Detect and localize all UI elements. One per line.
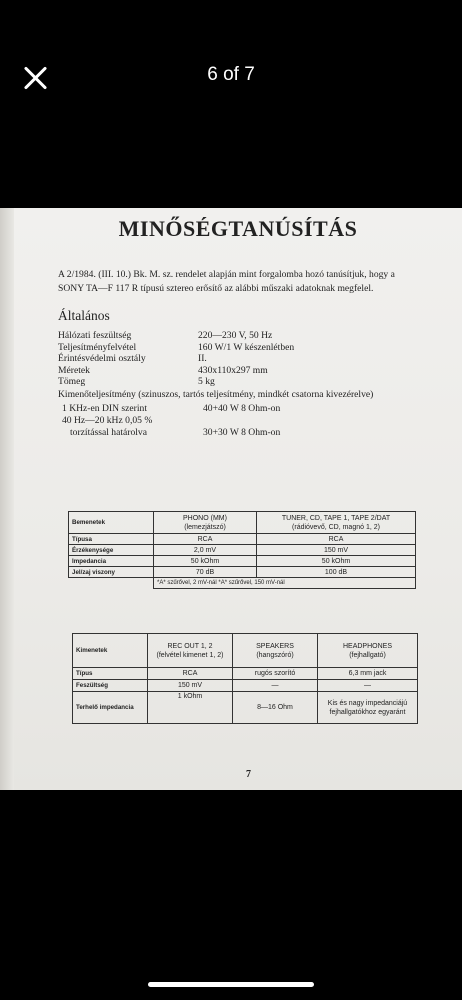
intro-paragraph: A 2/1984. (III. 10.) Bk. M. sz. rendelet alapján mint forgalomba hozó tanúsítjuk, hogy a SONY TA—F 117 R típusú sztereo erősítő az alábbi műszaki adatoknak megfelel. [58,269,395,294]
row-label: Feszültség [73,680,148,692]
spec-row [58,330,418,342]
header-main: PHONO (MM) [183,514,227,522]
table-row [73,668,418,680]
row-label: Impedancia [69,556,154,567]
table-row [73,692,418,724]
spec-label: Méretek [58,364,90,376]
header-sub: (felvétel kimenet 1, 2) [156,651,224,659]
inputs-table [68,511,416,589]
header-sub: (fejhallgató) [349,651,386,659]
table-cell: 150 mV [257,545,416,556]
spec-row [58,376,418,388]
outputs-table [72,633,418,724]
empty-cell [69,578,154,589]
spec-label: Hálózati feszültség [58,330,132,341]
spec-row [58,353,418,365]
table-cell: 50 kOhm [154,556,257,567]
table-cell: 2,0 mV [154,545,257,556]
table-cell: rugós szorító [233,668,318,680]
power-row [58,427,418,439]
power-label: 40 Hz—20 kHz 0,05 % [62,414,153,426]
table-cell: — [318,680,418,692]
table-cell: RCA [154,534,257,545]
table-header-cell [257,512,416,534]
power-label: torzítással határolva [70,426,147,438]
table-cell: 6,3 mm jack [318,668,418,680]
spec-row [58,342,418,354]
power-label: 1 KHz-en DIN szerint [62,402,147,414]
row-label: Típusa [69,534,154,545]
document-title: MINŐSÉGTANÚSÍTÁS [118,216,358,241]
table-cell: 50 kOhm [257,556,416,567]
header-sub: (rádióvevő, CD, magnó 1, 2) [292,523,380,531]
spec-value: 5 kg [198,376,215,387]
header-main: SPEAKERS [256,642,294,650]
row-label: Jel/zaj viszony [69,567,154,578]
output-power-heading: Kimenőteljesítmény (szinuszos, tartós teljesítmény, mindkét csatorna kivezérelve) [58,388,374,400]
row-label: Terhelő impedancia [73,692,148,724]
viewer-header [0,0,462,200]
table-cell: RCA [257,534,416,545]
spec-value: 160 W/1 W készenlétben [198,341,295,353]
table-row [69,567,416,578]
spec-value: 220—230 V, 50 Hz [198,330,273,341]
table-header-row [73,634,418,668]
page-number: 7 [246,769,251,780]
image-counter: 6 of 7 [207,64,255,85]
table-row [69,534,416,545]
page-edge [0,208,14,790]
table-cell: 8—16 Ohm [233,692,318,724]
power-row [58,403,418,415]
table-header-cell [318,634,418,668]
table-header-cell [148,634,233,668]
table-cell: 1 kOhm [148,692,233,724]
table-note: *A* szűrővel, 2 mV-nál *A* szűrővel, 150 mV-nál [154,578,416,589]
table-cell: 70 dB [154,567,257,578]
table-header-cell: Kimenetek [73,634,148,668]
header-main: REC OUT 1, 2 [167,642,213,650]
table-header-cell [233,634,318,668]
spec-value: 430x110x297 mm [198,364,268,376]
header-sub: (hangszóró) [256,651,294,659]
spec-label: Érintésvédelmi osztály [58,353,146,364]
section-heading: Általános [58,308,110,323]
document-page [58,216,418,439]
table-header-cell [154,512,257,534]
table-cell: RCA [148,668,233,680]
spec-value: II. [198,353,207,364]
table-cell: 100 dB [257,567,416,578]
home-indicator[interactable] [148,982,314,987]
header-sub: (lemezjátszó) [184,523,226,531]
row-label: Típus [73,668,148,680]
document-photo [0,208,462,790]
table-row [69,556,416,567]
table-header-row [69,512,416,534]
spec-row [58,365,418,377]
table-row [69,545,416,556]
table-cell: Kis és nagy impedanciájú fejhallgatókhoz egyaránt [318,692,418,724]
table-cell: — [233,680,318,692]
row-label: Érzékenysége [69,545,154,556]
table-cell: 150 mV [148,680,233,692]
spec-label: Teljesítményfelvétel [58,341,137,353]
header-main: HEADPHONES [342,642,392,650]
table-header-cell: Bemenetek [69,512,154,534]
header-main: TUNER, CD, TAPE 1, TAPE 2/DAT [281,514,391,522]
power-value: 40+40 W 8 Ohm-on [203,402,281,414]
spec-label: Tömeg [58,376,86,387]
power-value: 30+30 W 8 Ohm-on [203,426,281,438]
power-row [58,415,418,427]
table-note-row [69,578,416,589]
table-row [73,680,418,692]
